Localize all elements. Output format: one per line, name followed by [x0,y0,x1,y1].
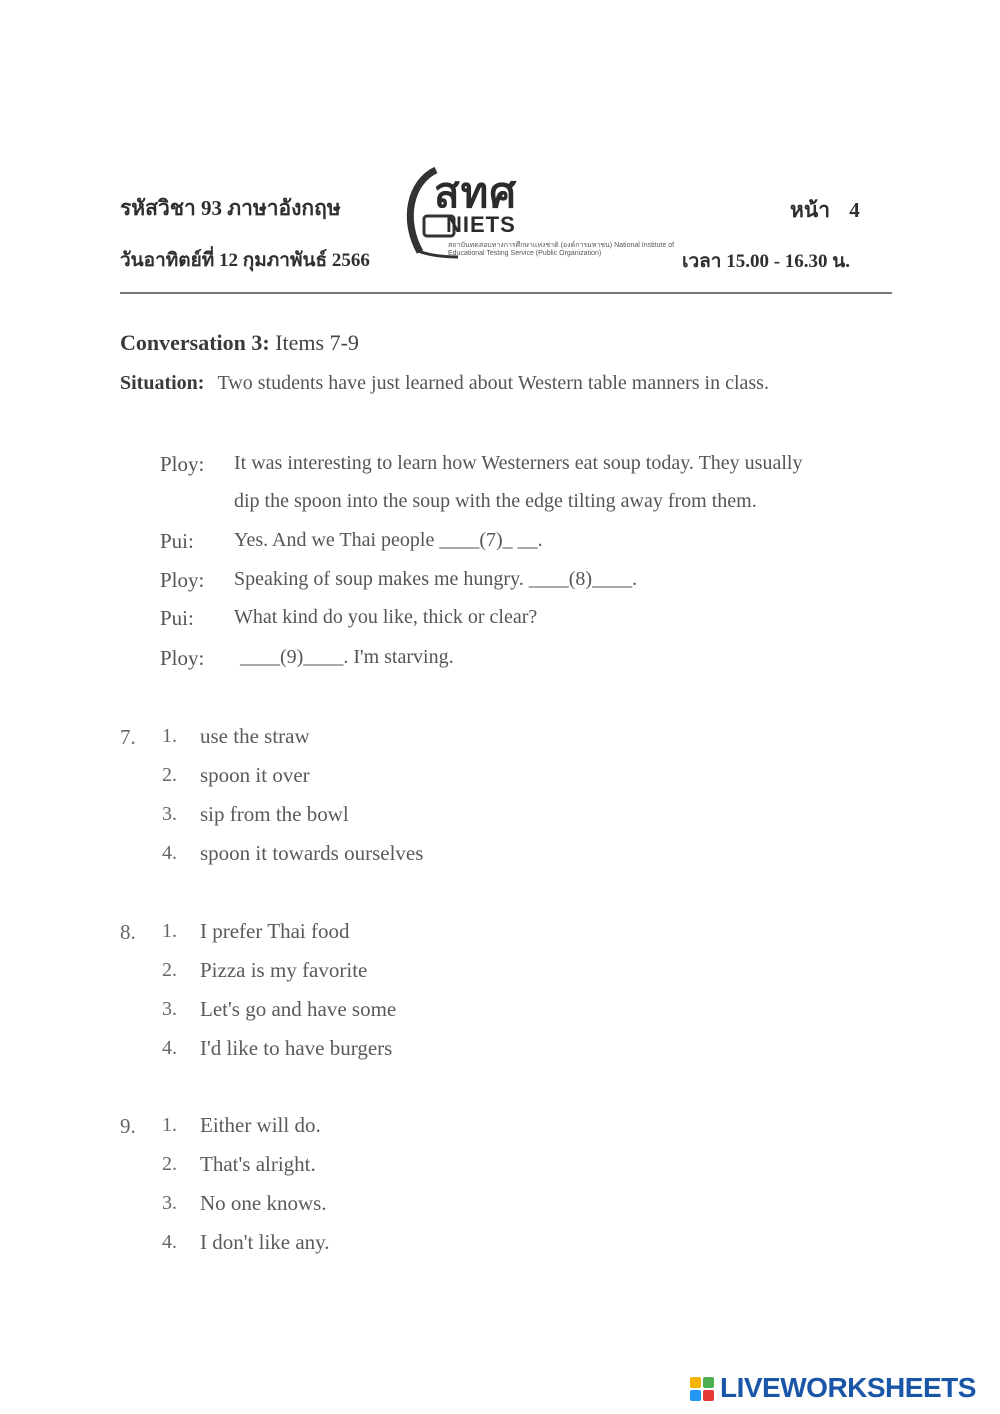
answer-option[interactable]: use the straw [200,724,310,748]
answer-option[interactable]: Let's go and have some [200,997,397,1021]
situation-text: Two students have just learned about Western table manners in class. [217,372,769,394]
logo-subtitle: สถาบันทดสอบทางการศึกษาแห่งชาติ (องค์การมหาชน) National Institute of Educational Testing Service (Public Organization) [448,242,675,257]
option-number: 2. [162,764,177,786]
question-number: 8. [120,920,136,944]
option-number: 3. [162,803,177,825]
answer-option[interactable]: I prefer Thai food [200,919,350,943]
dialogue-line: dip the spoon into the soup with the edge tilting away from them. [234,490,757,512]
subject-code: รหัสวิชา 93 ภาษาอังกฤษ [120,196,341,220]
option-number: 2. [162,1153,177,1175]
answer-option[interactable]: That's alright. [200,1152,316,1176]
page-indicator [790,194,860,227]
header-divider [120,292,892,294]
dialogue-speaker: Ploy: [160,568,205,592]
dialogue-line: Speaking of soup makes me hungry. ____(8)____. [234,568,638,590]
answer-option[interactable]: I'd like to have burgers [200,1036,393,1060]
option-number: 1. [162,1114,177,1136]
answer-option[interactable]: spoon it over [200,763,310,787]
situation-label: Situation: [120,372,205,394]
dialogue-speaker: Pui: [160,606,194,630]
option-number: 2. [162,959,177,981]
liveworksheets-text: LIVEWORKSHEETS [720,1372,976,1403]
option-number: 4. [162,1037,177,1059]
option-number: 1. [162,920,177,942]
conversation-title-items: Items 7-9 [275,330,359,355]
dialogue-line: Yes. And we Thai people ____(7)_ __. [234,529,543,551]
dialogue-speaker: Ploy: [160,646,205,670]
dialogue-line: ____(9)____. I'm starving. [240,646,454,668]
dialogue-speaker: Ploy: [160,452,205,476]
exam-time: เวลา 15.00 - 16.30 น. [682,251,851,272]
logo-thai-text: สทศ [434,168,517,217]
dialogue-line: What kind do you like, thick or clear? [234,606,538,628]
page-label: หน้า [790,198,830,222]
option-number: 3. [162,1192,177,1214]
answer-option[interactable]: No one knows. [200,1191,327,1215]
situation [120,372,769,395]
logo-english-text: NIETS [446,212,516,237]
exam-date: วันอาทิตย์ที่ 12 กุมภาพันธ์ 2566 [120,250,370,271]
answer-option[interactable]: Either will do. [200,1113,321,1137]
answer-option[interactable]: I don't like any. [200,1230,330,1254]
answer-option[interactable]: Pizza is my favorite [200,958,368,982]
dialogue-speaker: Pui: [160,529,194,553]
question-number: 7. [120,725,136,749]
conversation-title-bold: Conversation 3: [120,330,270,355]
option-number: 1. [162,725,177,747]
liveworksheets-logo-icon [690,1377,714,1401]
dialogue-line: It was interesting to learn how Westerners eat soup today. They usually [234,452,803,474]
answer-option[interactable]: spoon it towards ourselves [200,841,424,865]
answer-option[interactable]: sip from the bowl [200,802,349,826]
page-number: 4 [849,198,860,222]
option-number: 4. [162,842,177,864]
niets-logo [398,160,696,272]
conversation-title [120,330,359,356]
question-number: 9. [120,1114,136,1138]
option-number: 3. [162,998,177,1020]
option-number: 4. [162,1231,177,1253]
